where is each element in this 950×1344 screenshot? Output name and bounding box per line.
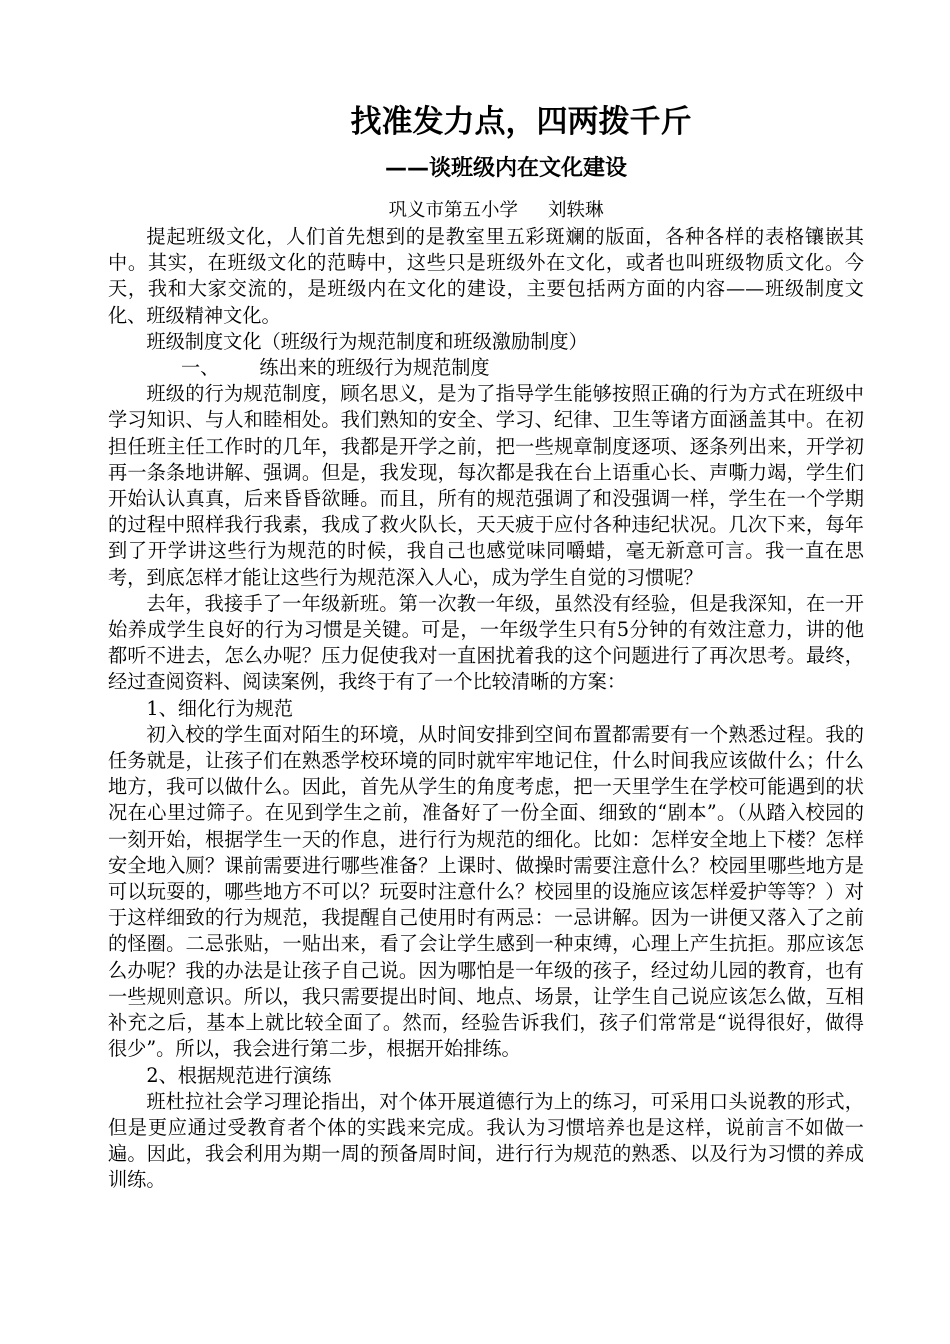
document-title: 找准发力点，四两拨千斤: [350, 104, 692, 140]
subheading-refine-rules: 1、细化行为规范: [146, 696, 293, 720]
document-page: [108, 100, 864, 1194]
numbered-heading-text: 练出来的班级行为规范制度: [259, 356, 490, 380]
paragraph-intro: 提起班级文化，人们首先想到的是教室里五彩斑斓的版面，各种各样的表格镶嵌其中。其实，在班级文化的范畴中，这些只是班级外在文化，或者也叫班级物质文化。今天，我和大家交流的，是班级内在文化的建设，主要包括两方面的内容——班级制度文化、班级精神文化。: [108, 225, 864, 327]
section-heading-system-culture: 班级制度文化（班级行为规范制度和班级激励制度）: [146, 329, 588, 353]
numbered-heading: [108, 355, 864, 381]
document-subtitle: ——谈班级内在文化建设: [384, 156, 627, 181]
numbered-heading-number: 一、: [180, 356, 220, 380]
paragraph-refine-rules: 初入校的学生面对陌生的环境，从时间安排到空间布置都需要有一个熟悉过程。我的任务就是，让孩子们在熟悉学校环境的同时就牢牢地记住，什么时间我应该做什么；什么地方，我可以做什么。因此，首先从学生的角度考虑，把一天里学生在学校可能遇到的状况在心里过筛子。在见到学生之前，准备好了一份全面、细致的“剧本”。（从踏入校园的一刻开始，根据学生一天的作息，进行行为规范的细化。比如：怎样安全地上下楼？怎样安全地入厕？课前需要进行哪些准备？上课时、做操时需要注意什么？校园里哪些地方是可以玩耍的，哪些地方不可以？玩耍时注意什么？校园里的设施应该怎样爱护等等？）对于这样细致的行为规范，我提醒自己使用时有两忌：一忌讲解。因为一讲便又落入了之前的怪圈。二忌张贴，一贴出来，看了会让学生感到一种束缚，心理上产生抗拒。那应该怎么办呢？我的办法是让孩子自己说。因为哪怕是一年级的孩子，经过幼儿园的教育，也有一些规则意识。所以，我只需要提出时间、地点、场景，让学生自己说应该怎么做，互相补充之后，基本上就比较全面了。然而，经验告诉我们，孩子们常常是“说得很好，做得很少”。所以，我会进行第二步，根据开始排练。: [108, 722, 864, 1061]
author-school: 巩义市第五小学: [388, 200, 518, 221]
subheading-practice-rules: 2、根据规范进行演练: [146, 1063, 332, 1087]
paragraph-practice-rules: 班杜拉社会学习理论指出，对个体开展道德行为上的练习，可采用口头说教的形式，但是更应通过受教育者个体的实践来完成。我认为习惯培养也是这样，说前言不如做一遍。因此，我会利用为期一周的预备周时间，进行行为规范的熟悉、以及行为习惯的养成训练。: [108, 1089, 864, 1192]
document-body: [108, 224, 864, 1194]
author-line: [128, 196, 864, 224]
paragraph-behavior-rules: 班级的行为规范制度，顾名思义，是为了指导学生能够按照正确的行为方式在班级中学习知识、与人和睦相处。我们熟知的安全、学习、纪律、卫生等诸方面涵盖其中。在初担任班主任工作时的几年，我都是开学之前，把一些规章制度逐项、逐条列出来，开学初再一条条地讲解、强调。但是，我发现，每次都是我在台上语重心长、声嘶力竭，学生们开始认认真真，后来昏昏欲睡。而且，所有的规范强调了和没强调一样，学生在一个学期的过程中照样我行我素，我成了救火队长，天天疲于应付各种违纪状况。几次下来，每年到了开学讲这些行为规范的时候，我自己也感觉味同嚼蜡，毫无新意可言。我一直在思考，到底怎样才能让这些行为规范深入人心，成为学生自觉的习惯呢？: [108, 382, 864, 589]
paragraph-first-grade: 去年，我接手了一年级新班。第一次教一年级，虽然没有经验，但是我深知，在一开始养成学生良好的行为习惯是关键。可是，一年级学生只有5分钟的有效注意力，讲的他都听不进去，怎么办呢？压力促使我对一直困扰着我的这个问题进行了再次思考。最终，经过查阅资料、阅读案例，我终于有了一个比较清晰的方案：: [108, 591, 864, 694]
author-name: 刘轶琳: [548, 200, 604, 221]
